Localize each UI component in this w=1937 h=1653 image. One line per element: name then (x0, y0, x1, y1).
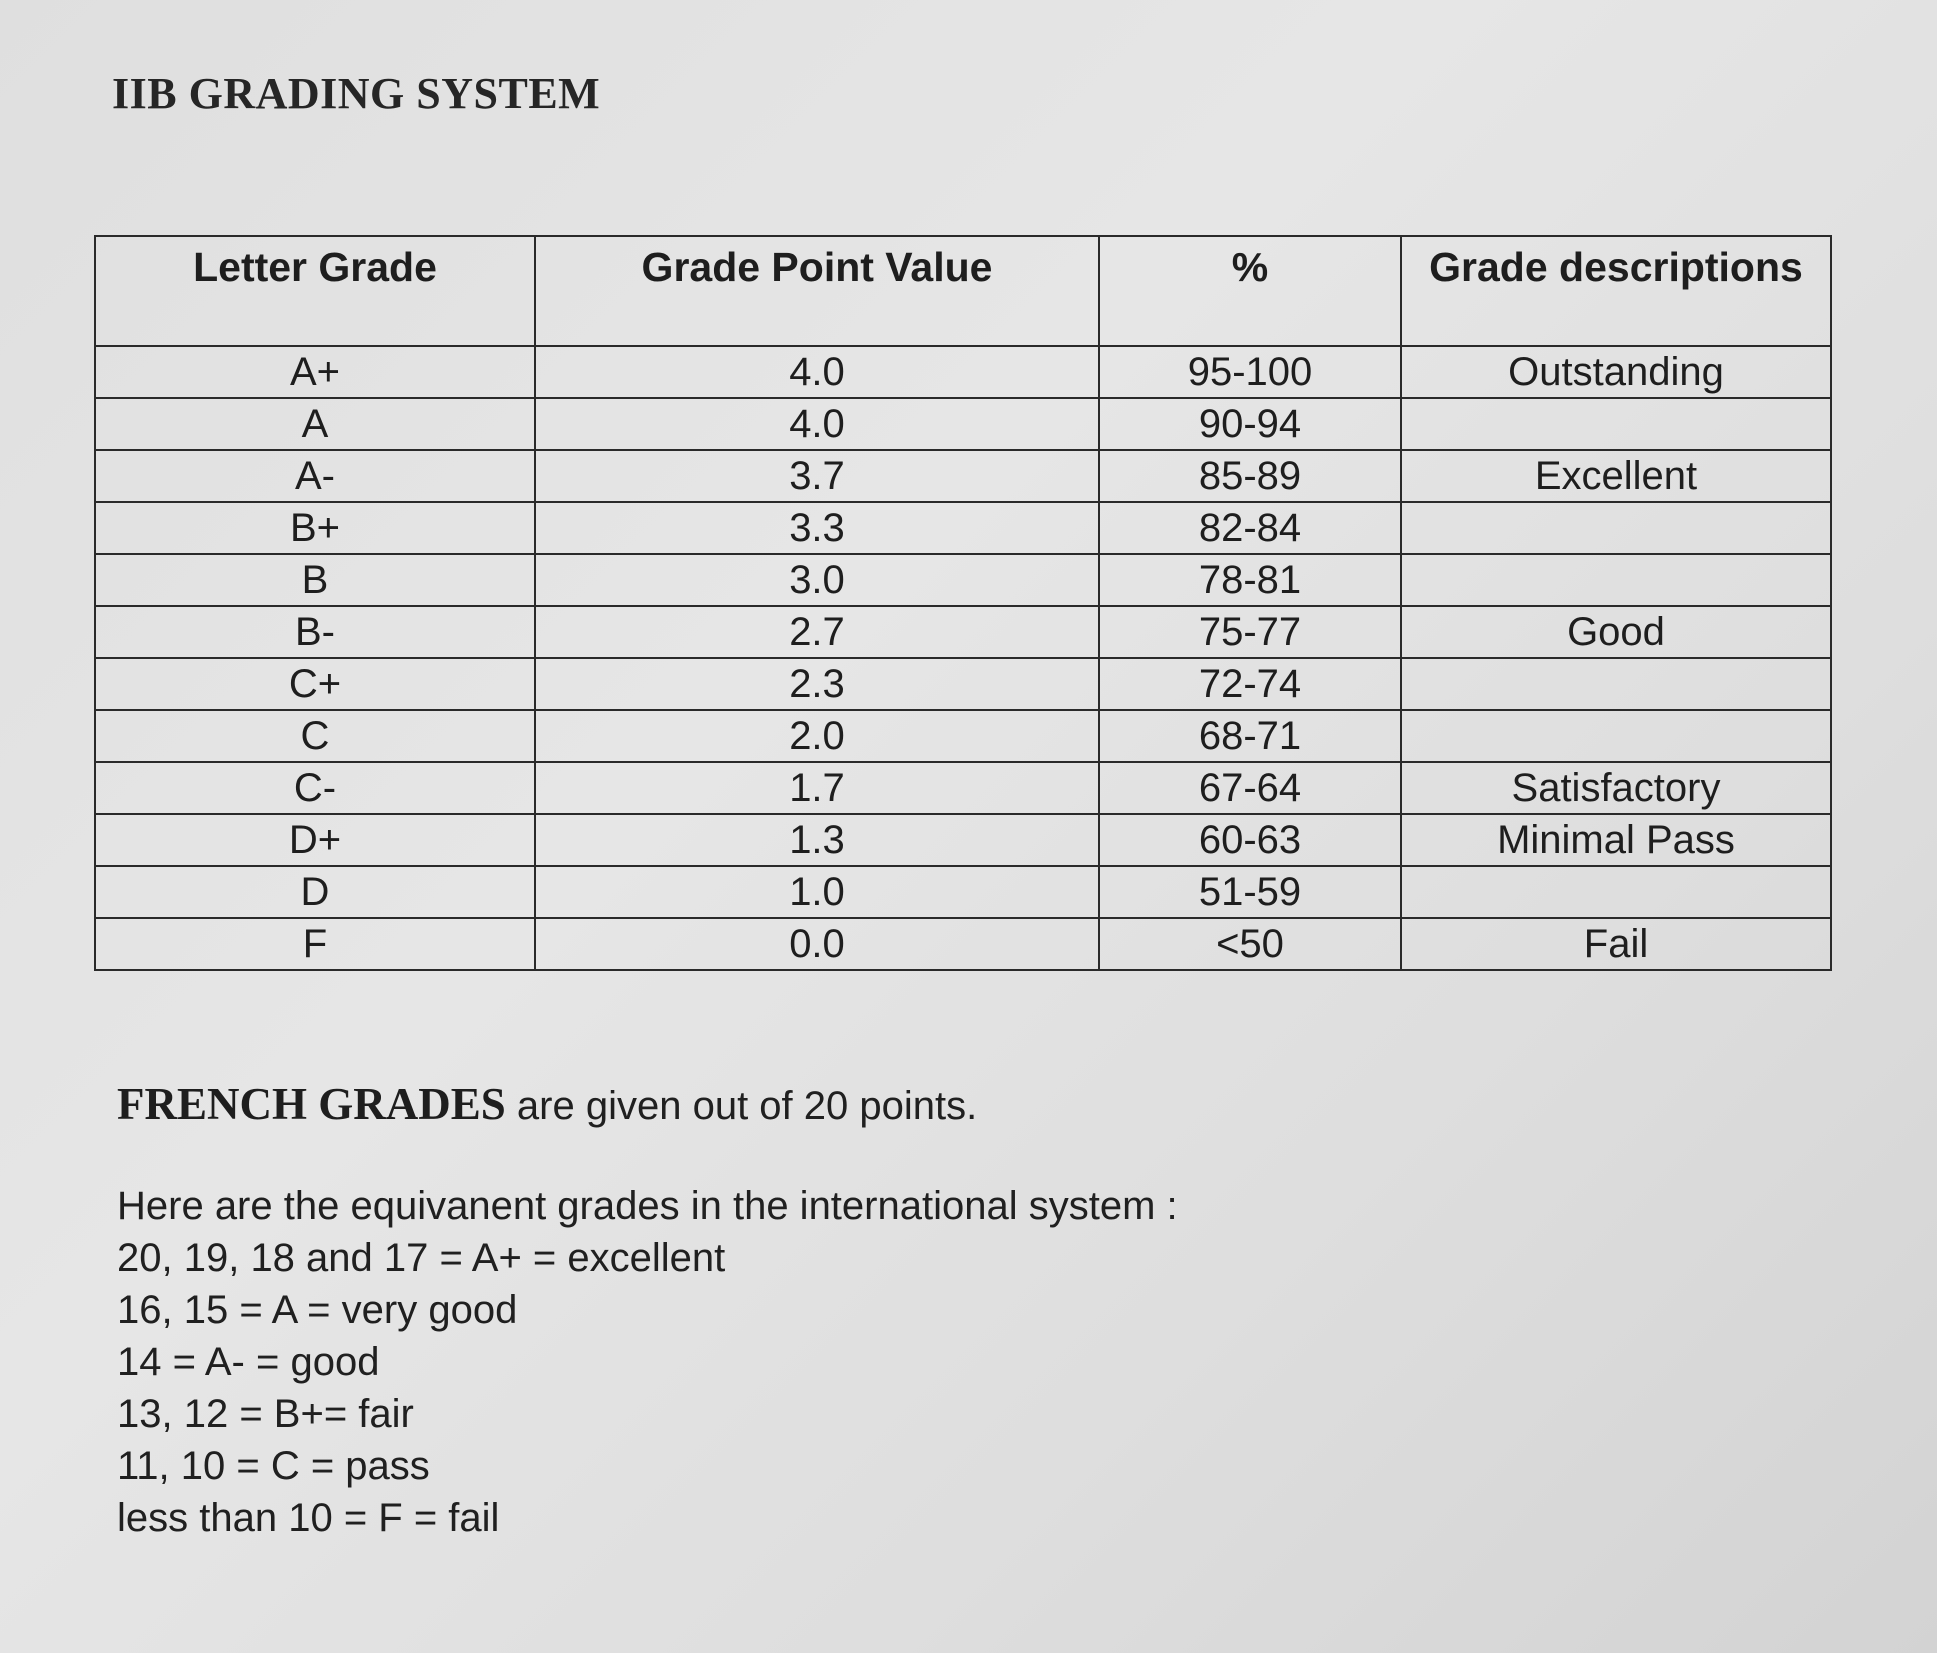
cell-gpv: 1.0 (535, 866, 1099, 918)
cell-letter: A- (95, 450, 535, 502)
cell-description: Minimal Pass (1401, 814, 1831, 866)
cell-percent: <50 (1099, 918, 1401, 970)
cell-percent: 95-100 (1099, 346, 1401, 398)
cell-percent: 82-84 (1099, 502, 1401, 554)
cell-gpv: 2.7 (535, 606, 1099, 658)
cell-letter: B (95, 554, 535, 606)
cell-gpv: 1.7 (535, 762, 1099, 814)
cell-letter: B+ (95, 502, 535, 554)
cell-percent: 72-74 (1099, 658, 1401, 710)
french-grades-heading (117, 1078, 1617, 1132)
cell-description (1401, 866, 1831, 918)
french-equivalence-intro: Here are the equivanent grades in the international system : (117, 1184, 1178, 1228)
french-equivalence-line: less than 10 = F = fail (117, 1496, 500, 1540)
cell-description: Excellent (1401, 450, 1831, 502)
table-row (95, 814, 1831, 866)
table-row (95, 762, 1831, 814)
cell-gpv: 3.7 (535, 450, 1099, 502)
french-equivalence-line: 13, 12 = B+= fair (117, 1392, 414, 1436)
cell-letter: D (95, 866, 535, 918)
header-grade-point-value: Grade Point Value (535, 236, 1099, 346)
table-row (95, 866, 1831, 918)
cell-gpv: 3.0 (535, 554, 1099, 606)
cell-description: Outstanding (1401, 346, 1831, 398)
table-row (95, 346, 1831, 398)
table-row (95, 710, 1831, 762)
cell-percent: 90-94 (1099, 398, 1401, 450)
table-row (95, 918, 1831, 970)
french-equivalence-line: 20, 19, 18 and 17 = A+ = excellent (117, 1236, 726, 1280)
cell-letter: C- (95, 762, 535, 814)
cell-letter: B- (95, 606, 535, 658)
cell-gpv: 2.0 (535, 710, 1099, 762)
cell-gpv: 3.3 (535, 502, 1099, 554)
cell-gpv: 4.0 (535, 346, 1099, 398)
cell-percent: 78-81 (1099, 554, 1401, 606)
french-equivalence-line: 11, 10 = C = pass (117, 1444, 430, 1488)
table-row (95, 398, 1831, 450)
french-equivalence-line: 14 = A- = good (117, 1340, 380, 1384)
cell-description (1401, 658, 1831, 710)
document-title: IIB GRADING SYSTEM (112, 69, 601, 118)
cell-description (1401, 710, 1831, 762)
french-equivalence-line: 16, 15 = A = very good (117, 1288, 518, 1332)
table-header-row (95, 236, 1831, 346)
table-row (95, 658, 1831, 710)
header-letter-grade: Letter Grade (95, 236, 535, 346)
cell-letter: D+ (95, 814, 535, 866)
cell-gpv: 1.3 (535, 814, 1099, 866)
cell-percent: 60-63 (1099, 814, 1401, 866)
cell-percent: 67-64 (1099, 762, 1401, 814)
header-grade-descriptions: Grade descriptions (1401, 236, 1831, 346)
cell-description (1401, 502, 1831, 554)
cell-gpv: 2.3 (535, 658, 1099, 710)
cell-letter: C (95, 710, 535, 762)
table-row (95, 502, 1831, 554)
header-percent: % (1099, 236, 1401, 346)
cell-percent: 68-71 (1099, 710, 1401, 762)
cell-percent: 75-77 (1099, 606, 1401, 658)
cell-description: Fail (1401, 918, 1831, 970)
cell-letter: C+ (95, 658, 535, 710)
cell-percent: 51-59 (1099, 866, 1401, 918)
french-grades-heading-text: are given out of 20 points. (505, 1084, 978, 1128)
cell-percent: 85-89 (1099, 450, 1401, 502)
cell-gpv: 0.0 (535, 918, 1099, 970)
table-row (95, 554, 1831, 606)
french-grades-label: FRENCH GRADES (117, 1079, 506, 1129)
cell-description: Good (1401, 606, 1831, 658)
grading-table (94, 235, 1832, 971)
cell-description: Satisfactory (1401, 762, 1831, 814)
table-row (95, 450, 1831, 502)
table-row (95, 606, 1831, 658)
cell-letter: F (95, 918, 535, 970)
cell-description (1401, 398, 1831, 450)
cell-gpv: 4.0 (535, 398, 1099, 450)
cell-letter: A+ (95, 346, 535, 398)
cell-letter: A (95, 398, 535, 450)
french-grades-section (117, 1078, 1617, 1544)
cell-description (1401, 554, 1831, 606)
